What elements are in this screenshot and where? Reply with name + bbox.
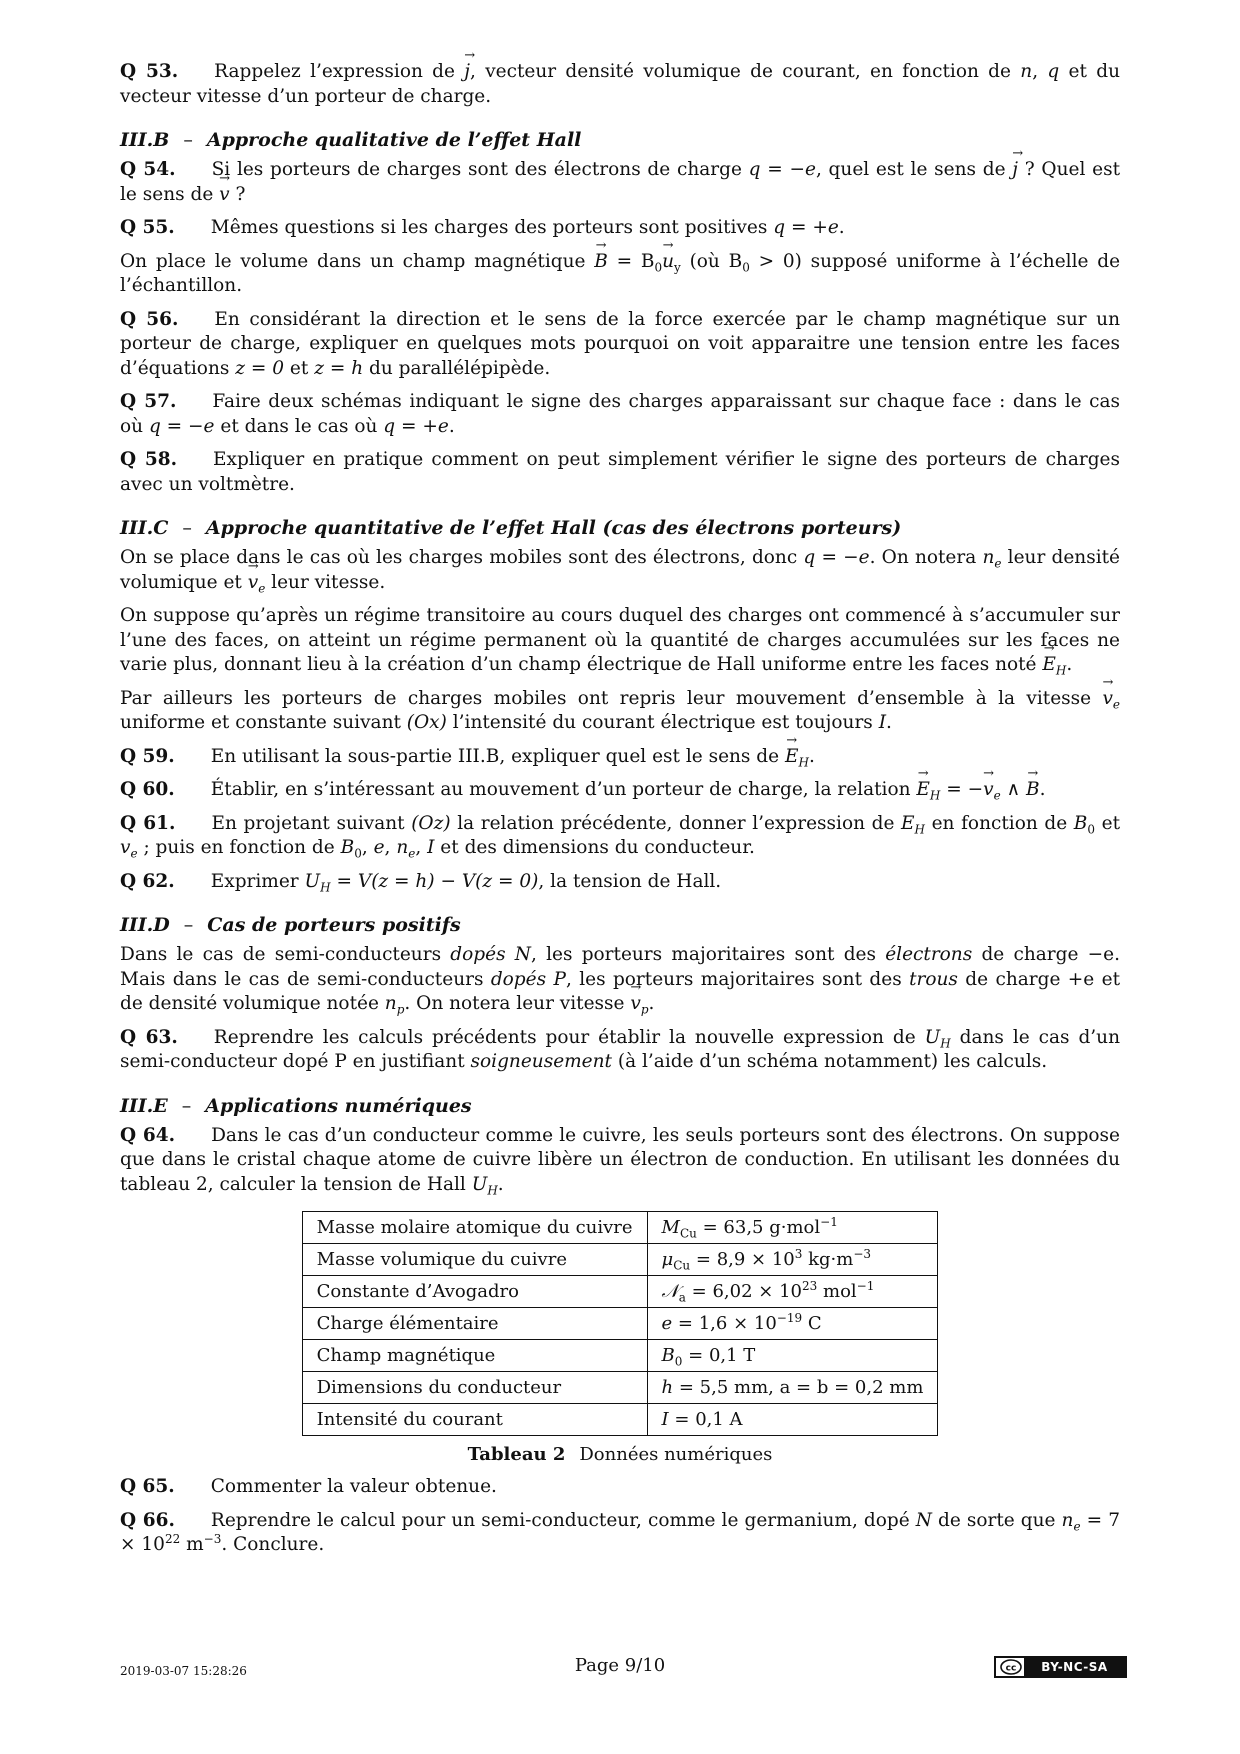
creative-commons-icon bbox=[998, 1658, 1024, 1676]
table-cell-label: Constante d’Avogadro bbox=[302, 1276, 647, 1308]
footer-page-number: Page 9/10 bbox=[574, 1655, 666, 1676]
paragraph-doping: Dans le cas de semi-conducteurs dopés N, les porteurs majoritaires sont des électrons de charge −e. Mais dans le cas de semi-conducteurs dopés P, les porteurs majoritaires sont des trous de charge +e et de densité volumique notée $n_p$. On notera leur vitesse → $v_p$. bbox=[120, 943, 1120, 1017]
paragraph-regime: On suppose qu’après un régime transitoire au cours duquel des charges ont commencé à s’accumuler sur l’une des faces, on atteint un régime permanent où la quantité de charges accumulées sur les faces ne varie plus, donnant lieu à la création d’un champ électrique de Hall uniforme entre les faces noté → $E_H$. bbox=[120, 604, 1120, 678]
question-61: Q 61. En projetant suivant (Oz) la relation précédente, donner l’expression de $E_H$ en fonction de $B_0$ et $v_e$ ; puis en fonction de $B_0$, e, $n_e$, I et des dimensions du conducteur. bbox=[120, 812, 1121, 861]
page-content bbox=[120, 60, 1120, 1567]
question-62: Q 62. Exprimer $U_H = V(z = h) - V(z = 0)$, la tension de Hall. bbox=[120, 870, 722, 895]
section-heading-III-E: III.E – Applications numériques bbox=[120, 1094, 472, 1117]
table-cell-label: Masse volumique du cuivre bbox=[302, 1244, 647, 1276]
table-row bbox=[302, 1276, 938, 1308]
question-65: Q 65. Commenter la valeur obtenue. bbox=[120, 1476, 497, 1497]
table-row bbox=[302, 1340, 938, 1372]
section-heading-III-D: III.D – Cas de porteurs positifs bbox=[120, 914, 461, 936]
table-cell-value: $M_{Cu} = 63,5$ g·mol$^{-1}$ bbox=[647, 1212, 938, 1244]
paragraph-electrons: On se place dans le cas où les charges mobiles sont des électrons, donc q = −e. On notera $n_e$ leur densité volumique et → $v_e$ leur vitesse. bbox=[120, 546, 1120, 595]
table-cell-label: Charge élémentaire bbox=[302, 1308, 647, 1340]
table-cell-value: I = 0,1 A bbox=[647, 1404, 938, 1436]
question-55: Q 55. Mêmes questions si les charges des porteurs sont positives q = +e. bbox=[120, 217, 845, 238]
question-53: Q 53. Rappelez l’expression de → j, vecteur densité volumique de courant, en fonction de n, q et du vecteur vitesse d’un porteur de charge. bbox=[120, 60, 1120, 109]
table-cell-value: $e = 1,6 \times 10^{-19}$ C bbox=[647, 1308, 938, 1340]
table-cell-label: Masse molaire atomique du cuivre bbox=[302, 1212, 647, 1244]
table-row bbox=[302, 1212, 938, 1244]
license-label: BY-NC-SA bbox=[1024, 1658, 1125, 1676]
question-58: Q 58. Expliquer en pratique comment on peut simplement vérifier le signe des porteurs de charges avec un voltmètre. bbox=[120, 449, 1120, 495]
footer-timestamp: 2019-03-07 15:28:26 bbox=[120, 1664, 247, 1678]
paragraph-magnetic-field: On place le volume dans un champ magnétique → $B = B_0\to u_y$ (où $B_0 > 0$) supposé uniforme à l’échelle de l’échantillon. bbox=[120, 250, 1120, 299]
table-cell-value: $B_0 = 0,1$ T bbox=[647, 1340, 938, 1372]
question-60: Q 60. Établir, en s’intéressant au mouvement d’un porteur de charge, la relation → $E_H$ = −→ $v_e$ ∧ → B. bbox=[120, 778, 1120, 803]
license-badge bbox=[994, 1656, 1127, 1678]
numeric-data-table bbox=[302, 1211, 939, 1436]
table-row bbox=[302, 1404, 938, 1436]
question-64: Q 64. Dans le cas d’un conducteur comme le cuivre, les seuls porteurs sont des électrons. On suppose que dans le cristal chaque atome de cuivre libère un électron de conduction. En utilisant les données du tableau 2, calculer la tension de Hall $U_H$. bbox=[120, 1124, 1120, 1198]
question-56: Q 56. En considérant la direction et le sens de la force exercée par le champ magnétique sur un porteur de charge, expliquer en quelques mots pourquoi on voit apparaitre une tension entre les faces d’équations z = 0 et z = h du parallélépipède. bbox=[120, 308, 1120, 379]
question-63: Q 63. Reprendre les calculs précédents pour établir la nouvelle expression de $U_H$ dans le cas d’un semi-conducteur dopé P en justifiant soigneusement (à l’aide d’un schéma notamment) les calculs. bbox=[120, 1026, 1120, 1072]
svg-text:cc: cc bbox=[1005, 1663, 1017, 1674]
paragraph-velocity: Par ailleurs les porteurs de charges mobiles ont repris leur mouvement d’ensemble à la vitesse → $v_e$ uniforme et constante suivant (Ox) l’intensité du courant électrique est toujours I. bbox=[120, 687, 1120, 736]
question-57: Q 57. Faire deux schémas indiquant le signe des charges apparaissant sur chaque face : dans le cas où q = −e et dans le cas où q = +e. bbox=[120, 391, 1120, 437]
numeric-data-table-wrapper bbox=[120, 1211, 1120, 1465]
table-row bbox=[302, 1372, 938, 1404]
table-cell-label: Dimensions du conducteur bbox=[302, 1372, 647, 1404]
table-cell-value: 𝒩$_a$ = $6,02 \times 10^{23}$ mol$^{-1}$ bbox=[647, 1276, 938, 1308]
question-66: Q 66. Reprendre le calcul pour un semi-conducteur, comme le germanium, dopé N de sorte que $n_e = 7 \times 10^{22}$ $m^{-3}$. Conclure. bbox=[120, 1509, 1120, 1555]
section-heading-III-B: III.B – Approche qualitative de l’effet Hall bbox=[120, 129, 582, 151]
section-heading-III-C: III.C – Approche quantitative de l’effet Hall (cas des électrons porteurs) bbox=[120, 517, 902, 539]
question-54: Q 54. Si les porteurs de charges sont des électrons de charge q = −e, quel est le sens de → j ? Quel est le sens de → v ? bbox=[120, 158, 1120, 207]
table-cell-value: $\mu_{Cu} = 8,9 \times 10^3$ $kg\cdot m^{-3}$ bbox=[647, 1244, 938, 1276]
table-cell-value: h = 5,5 mm, a = b = 0,2 mm bbox=[647, 1372, 938, 1404]
table-cell-label: Champ magnétique bbox=[302, 1340, 647, 1372]
table-cell-label: Intensité du courant bbox=[302, 1404, 647, 1436]
table-caption: Tableau 2 Données numériques bbox=[467, 1444, 773, 1465]
table-row bbox=[302, 1308, 938, 1340]
question-59: Q 59. En utilisant la sous-partie III.B, expliquer quel est le sens de → $E_H$. bbox=[120, 745, 1120, 770]
table-row bbox=[302, 1244, 938, 1276]
